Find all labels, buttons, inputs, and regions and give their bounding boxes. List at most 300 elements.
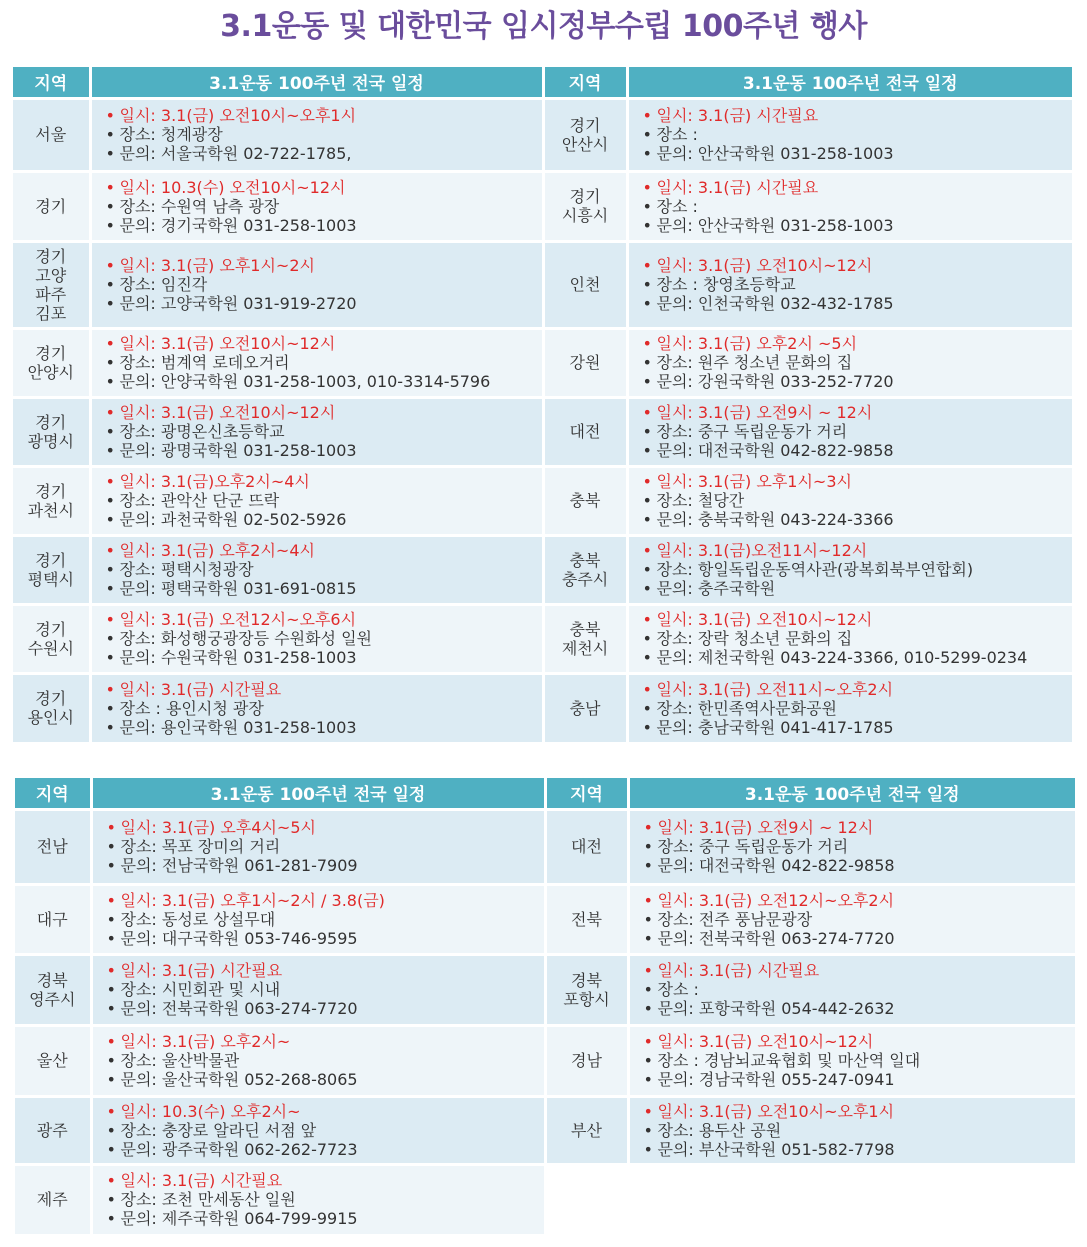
- table-row: [15, 884, 1075, 954]
- table-row: [13, 98, 1072, 171]
- event-date: 일시: 10.3(수) 오후2시~: [120, 1101, 301, 1121]
- region-cell: 경기 안양시: [13, 328, 90, 397]
- region-cell: 부산: [545, 1096, 628, 1164]
- bullet-icon: •: [643, 1070, 653, 1089]
- header-schedule: 3.1운동 100주년 전국 일정: [90, 67, 543, 98]
- event-date: 일시: 3.1(금) 시간필요: [656, 106, 819, 125]
- bullet-icon: •: [105, 510, 115, 529]
- event-place: 장소: 광명온신초등학교: [119, 422, 285, 441]
- region-cell: 대전: [543, 397, 627, 466]
- region-cell: 경남: [545, 1025, 628, 1096]
- event-date-line: [106, 256, 542, 275]
- bullet-icon: •: [105, 698, 115, 718]
- bullet-icon: •: [642, 679, 652, 699]
- event-contact-line: [106, 294, 542, 313]
- event-place-line: [106, 491, 542, 510]
- bullet-icon: •: [105, 125, 115, 144]
- bullet-icon: •: [643, 928, 653, 948]
- event-place-line: [106, 560, 542, 579]
- bullet-icon: •: [642, 698, 652, 718]
- event-date: 일시: 3.1(금) 오전10시~12시: [119, 403, 336, 422]
- event-date-line: [643, 472, 1073, 491]
- region-cell: 충북 제천시: [543, 604, 627, 673]
- bullet-icon: •: [106, 1209, 116, 1229]
- bullet-icon: •: [642, 491, 652, 510]
- event-contact-line: [106, 441, 542, 460]
- event-contact: 문의: 울산국학원 052-268-8065: [120, 1070, 358, 1089]
- bullet-icon: •: [642, 177, 652, 197]
- event-info-cell: [90, 241, 543, 328]
- event-place-line: [643, 560, 1073, 579]
- event-place-line: [644, 910, 1076, 929]
- event-contact: 문의: 부산국학원 051-582-7798: [657, 1139, 895, 1159]
- event-date: 일시: 3.1(금) 시간필요: [119, 679, 282, 699]
- event-contact-line: [107, 1140, 544, 1159]
- region-cell: 전남: [15, 809, 91, 884]
- event-place: 장소: 전주 풍남문광장: [657, 909, 813, 929]
- bullet-icon: •: [106, 980, 116, 999]
- event-place: 장소 : 용인시청 광장: [119, 698, 264, 718]
- bullet-icon: •: [643, 1051, 653, 1070]
- event-place: 장소: 임진각: [119, 275, 208, 294]
- event-contact-line: [106, 372, 542, 391]
- region-cell: 경북 포항시: [545, 954, 628, 1025]
- bullet-icon: •: [106, 1070, 116, 1089]
- page-title: 3.1운동 및 대한민국 임시정부수립 100주년 행사: [220, 9, 867, 44]
- bullet-icon: •: [643, 837, 653, 856]
- event-contact: 문의: 용인국학원 031-258-1003: [119, 717, 357, 737]
- event-place-line: [107, 1190, 544, 1209]
- event-contact: 문의: 광명국학원 031-258-1003: [119, 441, 357, 460]
- bullet-icon: •: [643, 961, 653, 980]
- table-row: [13, 171, 1072, 241]
- event-contact: 문의: 전북국학원 063-274-7720: [120, 999, 358, 1018]
- event-date-line: [643, 334, 1073, 353]
- table-header-row: [13, 67, 1072, 98]
- bullet-icon: •: [105, 372, 115, 391]
- event-info-cell: [91, 809, 545, 884]
- event-date: 일시: 3.1(금) 시간필요: [120, 1171, 283, 1191]
- event-place: 장소: 수원역 남측 광장: [119, 196, 280, 216]
- region-cell: 경기 수원시: [13, 604, 90, 673]
- region-cell: 서울: [13, 98, 90, 171]
- event-date-line: [644, 961, 1076, 980]
- event-place-line: [107, 837, 544, 856]
- table-row: [13, 241, 1072, 328]
- bullet-icon: •: [106, 1190, 116, 1210]
- header-schedule: 3.1운동 100주년 전국 일정: [627, 67, 1072, 98]
- table-row: [13, 604, 1072, 673]
- event-place-line: [643, 422, 1073, 441]
- region-cell: 경북 영주시: [15, 954, 91, 1025]
- event-contact: 문의: 강원국학원 033-252-7720: [656, 372, 894, 391]
- table-row: [13, 397, 1072, 466]
- event-info-cell: [627, 171, 1072, 241]
- event-date-line: [106, 472, 542, 491]
- bullet-icon: •: [642, 256, 652, 275]
- event-place-line: [106, 353, 542, 372]
- region-cell: 경기 시흥시: [543, 171, 627, 241]
- event-place: 장소: 한민족역사문화공원: [656, 698, 837, 718]
- event-info-cell: [91, 884, 545, 954]
- table-row: [13, 328, 1072, 397]
- event-date: 일시: 3.1(금) 오전10시~12시: [657, 1032, 874, 1051]
- event-date: 일시: 3.1(금) 오전12시~오후6시: [119, 610, 357, 629]
- event-date: 일시: 3.1(금)오전11시~12시: [656, 541, 868, 560]
- event-date: 일시: 3.1(금) 오전9시 ~ 12시: [657, 818, 874, 837]
- event-info-cell: [628, 809, 1075, 884]
- event-date-line: [107, 1171, 544, 1190]
- event-contact: 문의: 전북국학원 063-274-7720: [657, 928, 895, 948]
- event-place-line: [644, 1121, 1076, 1140]
- event-date-line: [644, 891, 1076, 910]
- event-contact-line: [643, 294, 1073, 313]
- bullet-icon: •: [643, 1032, 653, 1051]
- region-cell: 광주: [15, 1096, 91, 1164]
- event-place-line: [643, 125, 1073, 144]
- bullet-icon: •: [105, 403, 115, 422]
- event-info-cell: [627, 397, 1072, 466]
- event-contact-line: [643, 579, 1073, 598]
- bullet-icon: •: [642, 196, 652, 216]
- event-place-line: [107, 1121, 544, 1140]
- event-info-cell: [627, 328, 1072, 397]
- header-region: 지역: [543, 67, 627, 98]
- event-place-line: [107, 910, 544, 929]
- bullet-icon: •: [105, 541, 115, 560]
- event-info-cell: [90, 466, 543, 535]
- bullet-icon: •: [642, 648, 652, 667]
- event-contact-line: [106, 510, 542, 529]
- event-contact: 문의: 충남국학원 041-417-1785: [656, 717, 894, 737]
- event-date-line: [107, 818, 544, 837]
- table-row: [13, 673, 1072, 742]
- event-contact-line: [643, 510, 1073, 529]
- event-date: 일시: 3.1(금) 오전10시~오후1시: [657, 1101, 895, 1121]
- event-date-line: [643, 256, 1073, 275]
- table-row: [13, 535, 1072, 604]
- event-contact-line: [643, 718, 1073, 737]
- bullet-icon: •: [642, 541, 652, 560]
- event-date: 일시: 3.1(금) 오전11시~오후2시: [656, 679, 894, 699]
- region-cell: 제주: [15, 1164, 91, 1234]
- table-row: [13, 466, 1072, 535]
- event-info-cell: [627, 98, 1072, 171]
- bullet-icon: •: [105, 334, 115, 353]
- event-contact: 문의: 광주국학원 062-262-7723: [120, 1139, 358, 1159]
- schedule-table-1: [13, 67, 1072, 742]
- event-contact-line: [644, 856, 1076, 875]
- event-date-line: [107, 891, 544, 910]
- header-schedule: 3.1운동 100주년 전국 일정: [628, 778, 1075, 809]
- event-date: 일시: 3.1(금) 오후1시~2시: [119, 256, 315, 275]
- event-contact: 문의: 평택국학원 031-691-0815: [119, 579, 357, 598]
- table-row: [15, 954, 1075, 1025]
- event-place: 장소: 시민회관 및 시내: [120, 980, 281, 999]
- event-date: 일시: 3.1(금) 오전9시 ~ 12시: [656, 403, 873, 422]
- bullet-icon: •: [642, 472, 652, 491]
- bullet-icon: •: [643, 818, 653, 837]
- event-date-line: [643, 680, 1073, 699]
- table-row: [15, 1164, 1075, 1234]
- event-place: 장소: 항일독립운동역사관(광복회북부연합회): [656, 560, 974, 579]
- event-place: 장소: 장락 청소년 문화의 집: [656, 629, 853, 648]
- event-date-line: [107, 961, 544, 980]
- event-place-line: [106, 125, 542, 144]
- bullet-icon: •: [105, 679, 115, 699]
- bullet-icon: •: [106, 1120, 116, 1140]
- event-contact-line: [107, 856, 544, 875]
- event-contact: 문의: 경남국학원 055-247-0941: [657, 1070, 895, 1089]
- event-place-line: [643, 699, 1073, 718]
- event-contact: 문의: 충북국학원 043-224-3366: [656, 510, 894, 529]
- event-contact-line: [106, 718, 542, 737]
- event-place: 장소: 관악산 단군 뜨락: [119, 491, 280, 510]
- event-date-line: [106, 541, 542, 560]
- region-cell: 인천: [543, 241, 627, 328]
- bullet-icon: •: [106, 1139, 116, 1159]
- event-date-line: [106, 610, 542, 629]
- event-place: 장소: 범계역 로데오거리: [119, 353, 290, 372]
- event-contact: 문의: 인천국학원 032-432-1785: [656, 294, 894, 313]
- event-place: 장소: 원주 청소년 문화의 집: [656, 353, 853, 372]
- event-info-cell: [90, 673, 543, 742]
- empty-cell: [628, 1164, 1075, 1234]
- bullet-icon: •: [643, 1139, 653, 1159]
- event-info-cell: [628, 954, 1075, 1025]
- bullet-icon: •: [105, 256, 115, 275]
- event-date: 일시: 3.1(금) 오전10시~12시: [656, 610, 873, 629]
- bullet-icon: •: [642, 560, 652, 579]
- event-date: 일시: 10.3(수) 오전10시~12시: [119, 177, 346, 197]
- event-date-line: [643, 541, 1073, 560]
- table-header-row: [15, 778, 1075, 809]
- event-date-line: [644, 818, 1076, 837]
- event-contact: 문의: 안산국학원 031-258-1003: [656, 215, 894, 235]
- event-date-line: [644, 1032, 1076, 1051]
- header-region: 지역: [15, 778, 91, 809]
- event-date: 일시: 3.1(금) 오후1시~3시: [656, 472, 852, 491]
- header-region: 지역: [13, 67, 90, 98]
- event-contact-line: [644, 1140, 1076, 1159]
- bullet-icon: •: [106, 890, 116, 910]
- event-contact: 문의: 과천국학원 02-502-5926: [119, 510, 347, 529]
- event-contact: 문의: 대전국학원 042-822-9858: [657, 856, 895, 875]
- bullet-icon: •: [105, 177, 115, 197]
- event-info-cell: [90, 535, 543, 604]
- event-info-cell: [91, 1164, 545, 1234]
- bullet-icon: •: [106, 909, 116, 929]
- event-place-line: [106, 422, 542, 441]
- event-info-cell: [627, 466, 1072, 535]
- event-contact-line: [644, 1070, 1076, 1089]
- event-contact: 문의: 안산국학원 031-258-1003: [656, 144, 894, 163]
- bullet-icon: •: [105, 629, 115, 648]
- event-date: 일시: 3.1(금) 오전10시~12시: [656, 256, 873, 275]
- bullet-icon: •: [105, 422, 115, 441]
- bullet-icon: •: [643, 999, 653, 1018]
- event-info-cell: [627, 673, 1072, 742]
- event-contact-line: [107, 999, 544, 1018]
- bullet-icon: •: [643, 980, 653, 999]
- bullet-icon: •: [642, 275, 652, 294]
- bullet-icon: •: [642, 629, 652, 648]
- header-region: 지역: [545, 778, 628, 809]
- event-place: 장소 :: [657, 980, 699, 999]
- event-place: 장소: 철당간: [656, 491, 745, 510]
- region-cell: 충남: [543, 673, 627, 742]
- event-info-cell: [91, 1096, 545, 1164]
- event-place-line: [643, 275, 1073, 294]
- event-place: 장소: 울산박물관: [120, 1051, 240, 1070]
- event-place-line: [644, 837, 1076, 856]
- event-date: 일시: 3.1(금) 오후2시~: [120, 1032, 291, 1051]
- event-place: 장소: 용두산 공원: [657, 1120, 782, 1140]
- bullet-icon: •: [105, 294, 115, 313]
- region-cell: 충북 충주시: [543, 535, 627, 604]
- bullet-icon: •: [105, 491, 115, 510]
- bullet-icon: •: [106, 1051, 116, 1070]
- event-contact: 문의: 경기국학원 031-258-1003: [119, 215, 357, 235]
- event-place: 장소 : 경남뇌교육협회 및 마산역 일대: [657, 1051, 921, 1070]
- event-contact-line: [106, 579, 542, 598]
- event-place: 장소: 충장로 알라딘 서점 앞: [120, 1120, 317, 1140]
- bullet-icon: •: [105, 648, 115, 667]
- bullet-icon: •: [106, 1171, 116, 1191]
- event-date: 일시: 3.1(금) 오후4시~5시: [120, 818, 316, 837]
- event-place: 장소 : 창영초등학교: [656, 275, 796, 294]
- bullet-icon: •: [642, 144, 652, 163]
- bullet-icon: •: [642, 353, 652, 372]
- event-info-cell: [628, 1096, 1075, 1164]
- bullet-icon: •: [106, 1101, 116, 1121]
- bullet-icon: •: [105, 106, 115, 125]
- event-date-line: [106, 403, 542, 422]
- bullet-icon: •: [643, 1101, 653, 1121]
- event-date-line: [643, 106, 1073, 125]
- region-cell: 경기: [13, 171, 90, 241]
- event-contact: 문의: 충주국학원: [656, 579, 776, 598]
- table-row: [15, 1096, 1075, 1164]
- event-place-line: [106, 197, 542, 216]
- event-place: 장소: 목포 장미의 거리: [120, 837, 281, 856]
- event-date-line: [643, 178, 1073, 197]
- bullet-icon: •: [106, 999, 116, 1018]
- bullet-icon: •: [642, 403, 652, 422]
- bullet-icon: •: [642, 717, 652, 737]
- bullet-icon: •: [642, 441, 652, 460]
- event-date-line: [643, 610, 1073, 629]
- bullet-icon: •: [105, 215, 115, 235]
- event-place-line: [107, 980, 544, 999]
- event-place-line: [643, 197, 1073, 216]
- event-date: 일시: 3.1(금) 오후2시~4시: [119, 541, 315, 560]
- event-place-line: [643, 629, 1073, 648]
- event-place: 장소: 중구 독립운동가 거리: [656, 422, 848, 441]
- bullet-icon: •: [105, 353, 115, 372]
- event-place-line: [106, 699, 542, 718]
- event-date: 일시: 3.1(금) 시간필요: [656, 177, 819, 197]
- region-cell: 대구: [15, 884, 91, 954]
- event-contact-line: [106, 648, 542, 667]
- event-place: 장소: 화성행궁광장등 수원화성 일원: [119, 629, 372, 648]
- region-cell: 경기 고양 파주 김포: [13, 241, 90, 328]
- event-contact: 문의: 포항국학원 054-442-2632: [657, 999, 895, 1018]
- bullet-icon: •: [105, 610, 115, 629]
- event-date: 일시: 3.1(금) 오전10시~오후1시: [119, 106, 357, 125]
- event-date: 일시: 3.1(금) 오후1시~2시 / 3.8(금): [120, 890, 385, 910]
- event-contact: 문의: 서울국학원 02-722-1785,: [119, 144, 352, 163]
- event-info-cell: [628, 884, 1075, 954]
- region-cell: 충북: [543, 466, 627, 535]
- event-info-cell: [90, 604, 543, 673]
- event-contact-line: [107, 929, 544, 948]
- event-contact-line: [643, 441, 1073, 460]
- event-place-line: [643, 353, 1073, 372]
- region-cell: 울산: [15, 1025, 91, 1096]
- event-place-line: [107, 1051, 544, 1070]
- event-date: 일시: 3.1(금) 시간필요: [657, 961, 820, 980]
- event-contact-line: [643, 648, 1073, 667]
- event-date: 일시: 3.1(금) 시간필요: [120, 961, 283, 980]
- schedule-table-2: [15, 778, 1075, 1234]
- event-contact: 문의: 제주국학원 064-799-9915: [120, 1209, 358, 1229]
- event-place-line: [106, 275, 542, 294]
- event-date-line: [107, 1102, 544, 1121]
- event-date-line: [643, 403, 1073, 422]
- bullet-icon: •: [106, 1032, 116, 1051]
- event-info-cell: [627, 535, 1072, 604]
- event-date-line: [106, 106, 542, 125]
- event-info-cell: [90, 171, 543, 241]
- bullet-icon: •: [105, 275, 115, 294]
- bullet-icon: •: [642, 510, 652, 529]
- region-cell: 경기 안산시: [543, 98, 627, 171]
- region-cell: 강원: [543, 328, 627, 397]
- event-contact-line: [107, 1070, 544, 1089]
- event-date-line: [644, 1102, 1076, 1121]
- bullet-icon: •: [105, 144, 115, 163]
- bullet-icon: •: [643, 856, 653, 875]
- event-info-cell: [91, 1025, 545, 1096]
- event-date-line: [106, 178, 542, 197]
- table-row: [15, 1025, 1075, 1096]
- event-info-cell: [90, 98, 543, 171]
- region-cell: 전북: [545, 884, 628, 954]
- event-contact: 문의: 전남국학원 061-281-7909: [120, 856, 358, 875]
- event-place-line: [644, 980, 1076, 999]
- event-contact: 문의: 고양국학원 031-919-2720: [119, 294, 357, 313]
- region-cell: 경기 용인시: [13, 673, 90, 742]
- event-info-cell: [90, 397, 543, 466]
- event-contact: 문의: 수원국학원 031-258-1003: [119, 648, 357, 667]
- event-contact-line: [107, 1209, 544, 1228]
- event-info-cell: [90, 328, 543, 397]
- bullet-icon: •: [106, 837, 116, 856]
- region-cell: 경기 평택시: [13, 535, 90, 604]
- bullet-icon: •: [642, 294, 652, 313]
- event-place: 장소: 동성로 상설무대: [120, 909, 276, 929]
- event-place-line: [643, 491, 1073, 510]
- bullet-icon: •: [642, 610, 652, 629]
- event-info-cell: [627, 241, 1072, 328]
- bullet-icon: •: [105, 472, 115, 491]
- event-place-line: [106, 629, 542, 648]
- table-row: [15, 809, 1075, 884]
- event-contact-line: [106, 216, 542, 235]
- event-place: 장소: 조천 만세동산 일원: [120, 1190, 296, 1210]
- bullet-icon: •: [642, 334, 652, 353]
